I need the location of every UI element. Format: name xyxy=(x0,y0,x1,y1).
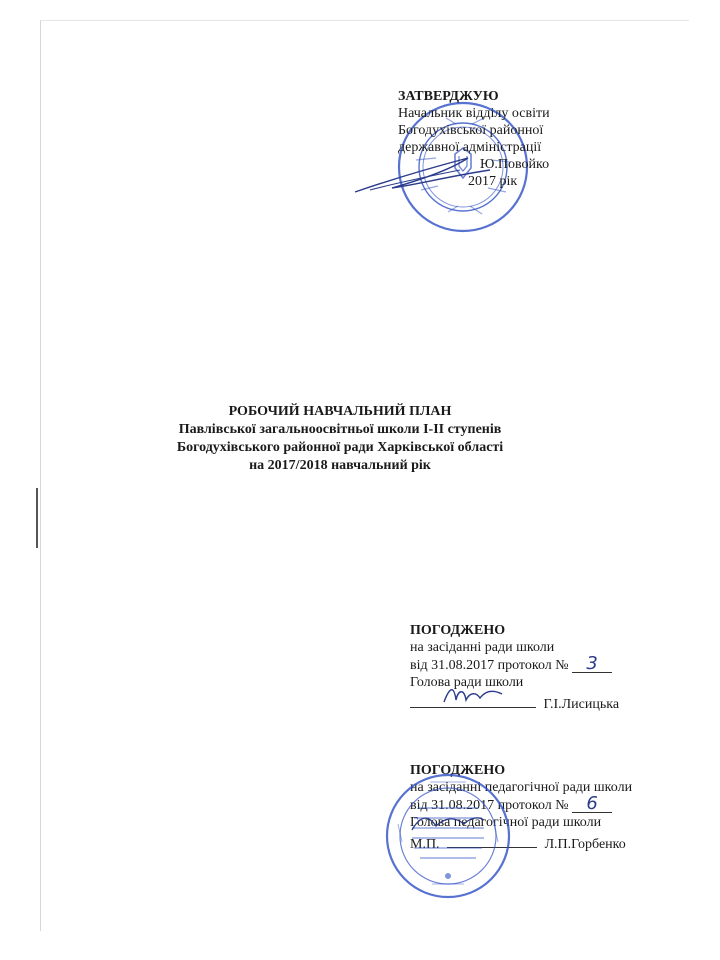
school-council-signature xyxy=(440,682,510,710)
agreed-meeting-line: на засіданні педагогічної ради школи xyxy=(410,780,633,795)
approval-position-line3: державної адміністрації xyxy=(398,140,542,155)
document-title xyxy=(130,403,550,475)
scan-edge-mark xyxy=(34,488,40,548)
protocol-number: 3 xyxy=(572,656,612,673)
agreed-chair-name: Л.П.Горбенко xyxy=(544,837,626,852)
protocol-number: 6 xyxy=(572,796,612,813)
approval-signature-line xyxy=(398,156,550,173)
approval-block xyxy=(398,88,550,190)
agreed-protocol-line: від 31.08.2017 протокол № 6 xyxy=(410,796,632,814)
pedagogical-council-signature xyxy=(408,806,488,836)
agreed-chair-label: Голова ради школи xyxy=(410,675,524,690)
stamp-mark: М.П. xyxy=(410,837,440,852)
agreed-heading: ПОГОДЖЕНО xyxy=(410,623,506,638)
title-line2: Павлівської загальноосвітньої школи І-ІІ ступенів xyxy=(178,422,502,437)
title-line3: Богодухівського районної ради Харківської області xyxy=(176,440,504,455)
agreed-protocol-line: від 31.08.2017 протокол № 3 xyxy=(410,656,619,674)
approval-heading: ЗАТВЕРДЖУЮ xyxy=(398,89,499,104)
agreed-meeting-line: на засіданні ради школи xyxy=(410,640,555,655)
approval-position-line1: Начальник відділу освіти xyxy=(398,106,550,121)
agreed-chair-label: Голова педагогічної ради школи xyxy=(410,815,602,830)
agreed-heading: ПОГОДЖЕНО xyxy=(410,763,506,778)
approval-date: 2017 рік xyxy=(468,174,518,189)
approval-position-line2: Богодухівської районної xyxy=(398,123,544,138)
title-line4: на 2017/2018 навчальний рік xyxy=(249,458,431,473)
agreed-chair-name: Г.І.Лисицька xyxy=(543,697,620,712)
school-stamp xyxy=(384,772,512,900)
approval-name: Ю.Повойко xyxy=(480,157,550,172)
title-line1: РОБОЧИЙ НАВЧАЛЬНИЙ ПЛАН xyxy=(228,404,452,419)
